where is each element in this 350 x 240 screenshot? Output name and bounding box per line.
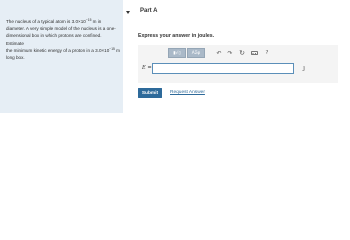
answer-panel <box>138 45 338 83</box>
templates-button[interactable]: ▮√▯ <box>168 48 186 58</box>
answer-input[interactable] <box>152 63 294 74</box>
caret-down-icon[interactable] <box>126 11 130 14</box>
reset-icon[interactable]: ↻ <box>239 49 245 57</box>
part-title: Part A <box>140 8 158 14</box>
part-header[interactable] <box>126 8 346 20</box>
instruction-text: Express your answer in joules. <box>138 33 215 39</box>
problem-line: The nucleus of a typical atom is $3.0\times 10^{-15}$ m in <box>6 18 102 24</box>
unit-label: J <box>303 66 306 72</box>
help-icon[interactable]: ? <box>265 50 269 56</box>
problem-line: the minimum kinetic energy of a proton in a $3.0\times 10^{-15}$ m <box>6 46 120 53</box>
undo-icon[interactable]: ↶ <box>216 49 222 57</box>
problem-line: diameter. A very simple model of the nucleus is a one- <box>6 26 116 32</box>
redo-icon[interactable]: ↷ <box>227 49 233 57</box>
symbols-button[interactable]: ΑΣφ <box>187 48 205 58</box>
variable-label: E = <box>142 65 152 71</box>
problem-line: dimensional box in which protons are confined. Estimate <box>6 33 102 46</box>
submit-button[interactable]: Submit <box>138 88 162 98</box>
math-toolbar <box>168 48 338 58</box>
request-answer-link[interactable]: Request Answer <box>170 90 205 95</box>
keyboard-icon[interactable] <box>249 48 259 58</box>
problem-line: long box. <box>6 55 25 61</box>
problem-statement <box>6 18 120 61</box>
problem-panel <box>0 0 123 113</box>
keyboard-shape <box>251 51 258 56</box>
